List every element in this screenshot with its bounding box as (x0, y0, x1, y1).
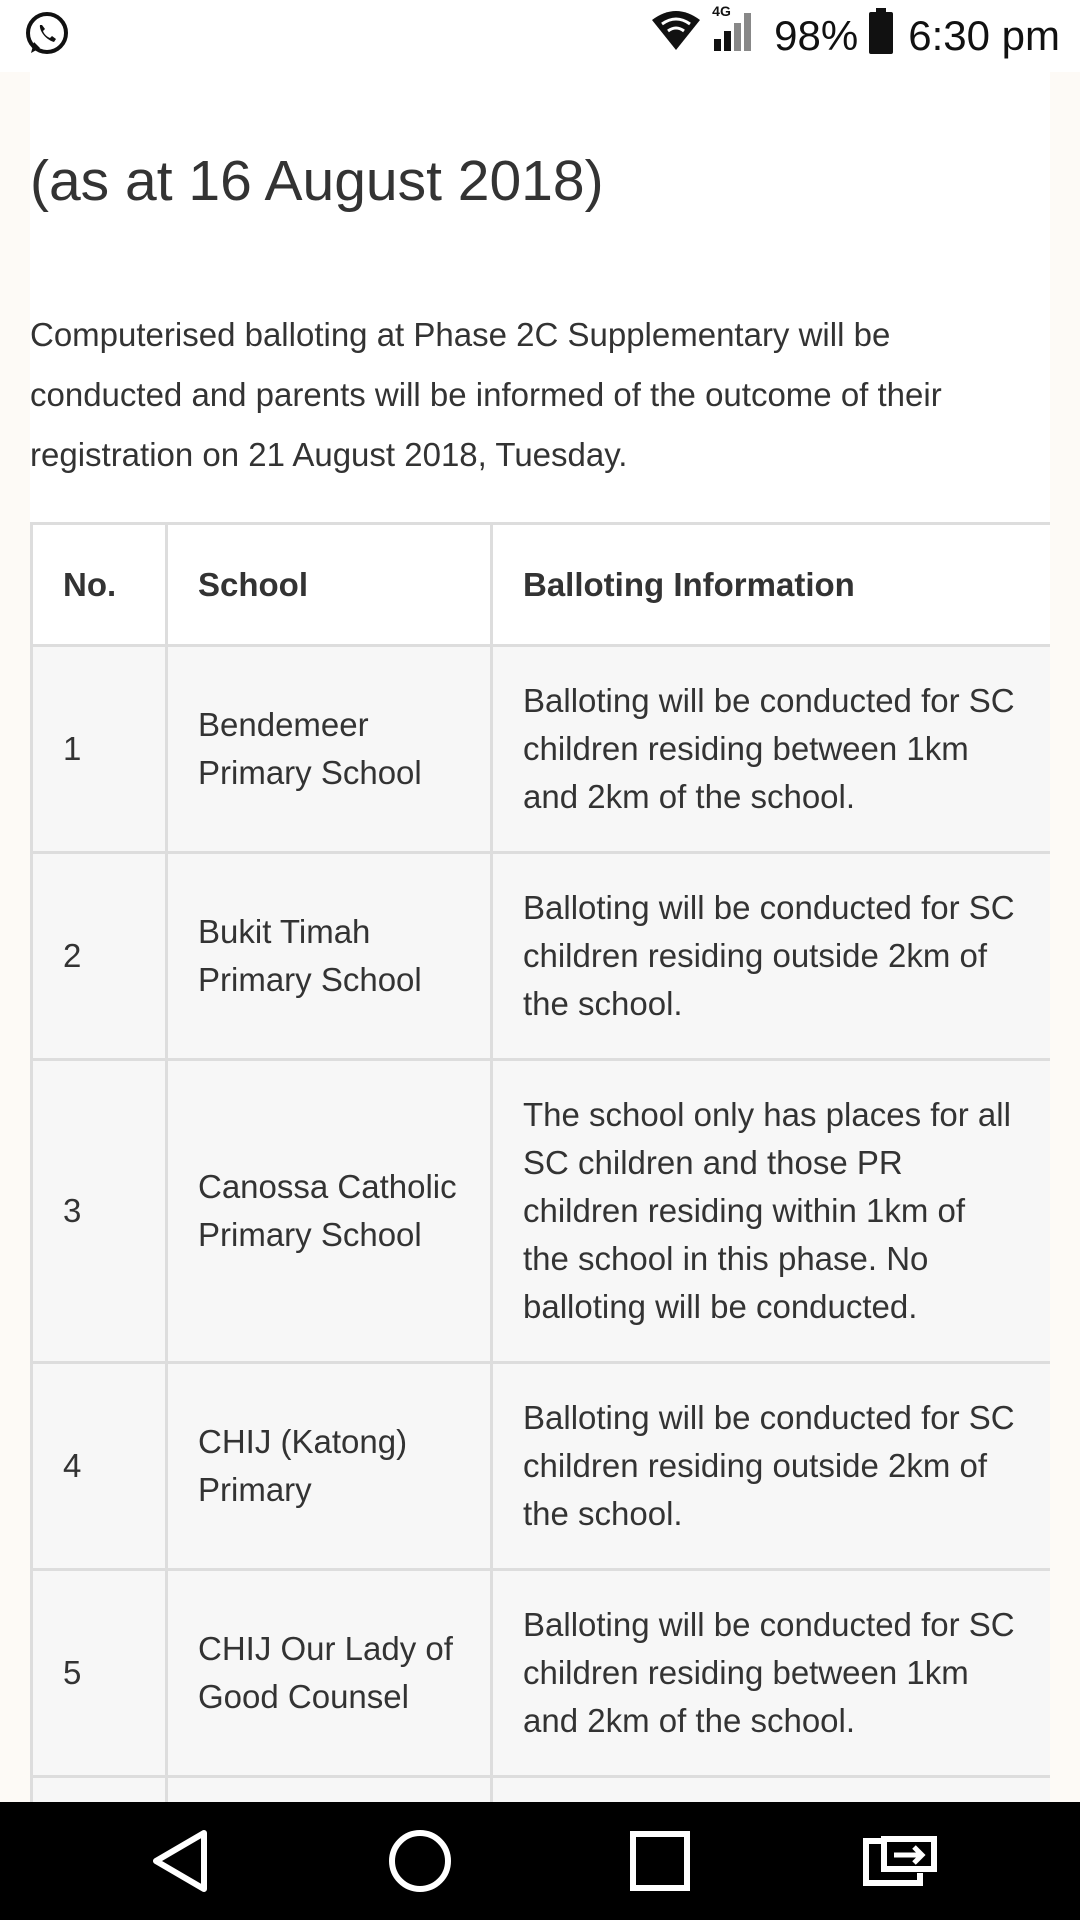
table-row (32, 1570, 1051, 1777)
cell-school: Bendemeer Primary School (167, 646, 492, 853)
table-row (32, 853, 1051, 1060)
header-no: No. (32, 524, 167, 646)
cell-school: CHIJ Our Lady of Good Counsel (167, 1570, 492, 1777)
battery-icon (868, 8, 894, 64)
table-row-partial (32, 1777, 1051, 1803)
intro-paragraph: Computerised balloting at Phase 2C Supplementary will be conducted and parents will be informed of the outcome of their registration on 21 August 2018, Tuesday. (30, 316, 942, 473)
cell-no: 3 (32, 1060, 167, 1363)
table-header-row (32, 524, 1051, 646)
balloting-table (30, 522, 1050, 1802)
back-button[interactable] (135, 1816, 225, 1906)
table-row (32, 1363, 1051, 1570)
cell-info: Balloting will be conducted for SC children residing between 1km and 2km of the school. (492, 1570, 1051, 1777)
as-at-date: (as at 16 August 2018) (30, 149, 604, 213)
home-button[interactable] (375, 1816, 465, 1906)
whatsapp-icon (22, 9, 72, 64)
wifi-icon (650, 10, 702, 62)
cell-info: Balloting will be conducted for SC children residing outside 2km of the school. (492, 1363, 1051, 1570)
back-icon (150, 1829, 210, 1893)
cell-no: 2 (32, 853, 167, 1060)
cell-school (167, 1777, 492, 1803)
cell-no: 5 (32, 1570, 167, 1777)
battery-percent: 98% (774, 12, 859, 59)
page-content (30, 72, 1050, 1802)
clock: 6:30 pm (908, 12, 1060, 59)
cell-no: 4 (32, 1363, 167, 1570)
cell-no (32, 1777, 167, 1803)
cell-no: 1 (32, 646, 167, 853)
cell-info: The school only has places for all SC children and those PR children residing within 1km of the school in this phase. No balloting will be conducted. (492, 1060, 1051, 1363)
cell-school: Bukit Timah Primary School (167, 853, 492, 1060)
recents-icon (629, 1830, 691, 1892)
screen-switch-button[interactable] (855, 1816, 945, 1906)
cell-info: Balloting will be conducted for SC children residing outside 2km of the school. (492, 853, 1051, 1060)
table-row (32, 1060, 1051, 1363)
cell-school: Canossa Catholic Primary School (167, 1060, 492, 1363)
cell-school: CHIJ (Katong) Primary (167, 1363, 492, 1570)
cell-info (492, 1777, 1051, 1803)
signal-icon (712, 3, 758, 63)
screen-switch-icon (862, 1833, 938, 1889)
recents-button[interactable] (615, 1816, 705, 1906)
navigation-bar (0, 1802, 1080, 1920)
status-indicators (650, 3, 1060, 64)
header-balloting-info: Balloting Information (492, 524, 1051, 646)
status-bar (0, 0, 1080, 72)
header-school: School (167, 524, 492, 646)
cell-info: Balloting will be conducted for SC children residing between 1km and 2km of the school. (492, 646, 1051, 853)
network-type: 4G (712, 3, 731, 19)
table-row (32, 646, 1051, 853)
home-icon (387, 1828, 453, 1894)
